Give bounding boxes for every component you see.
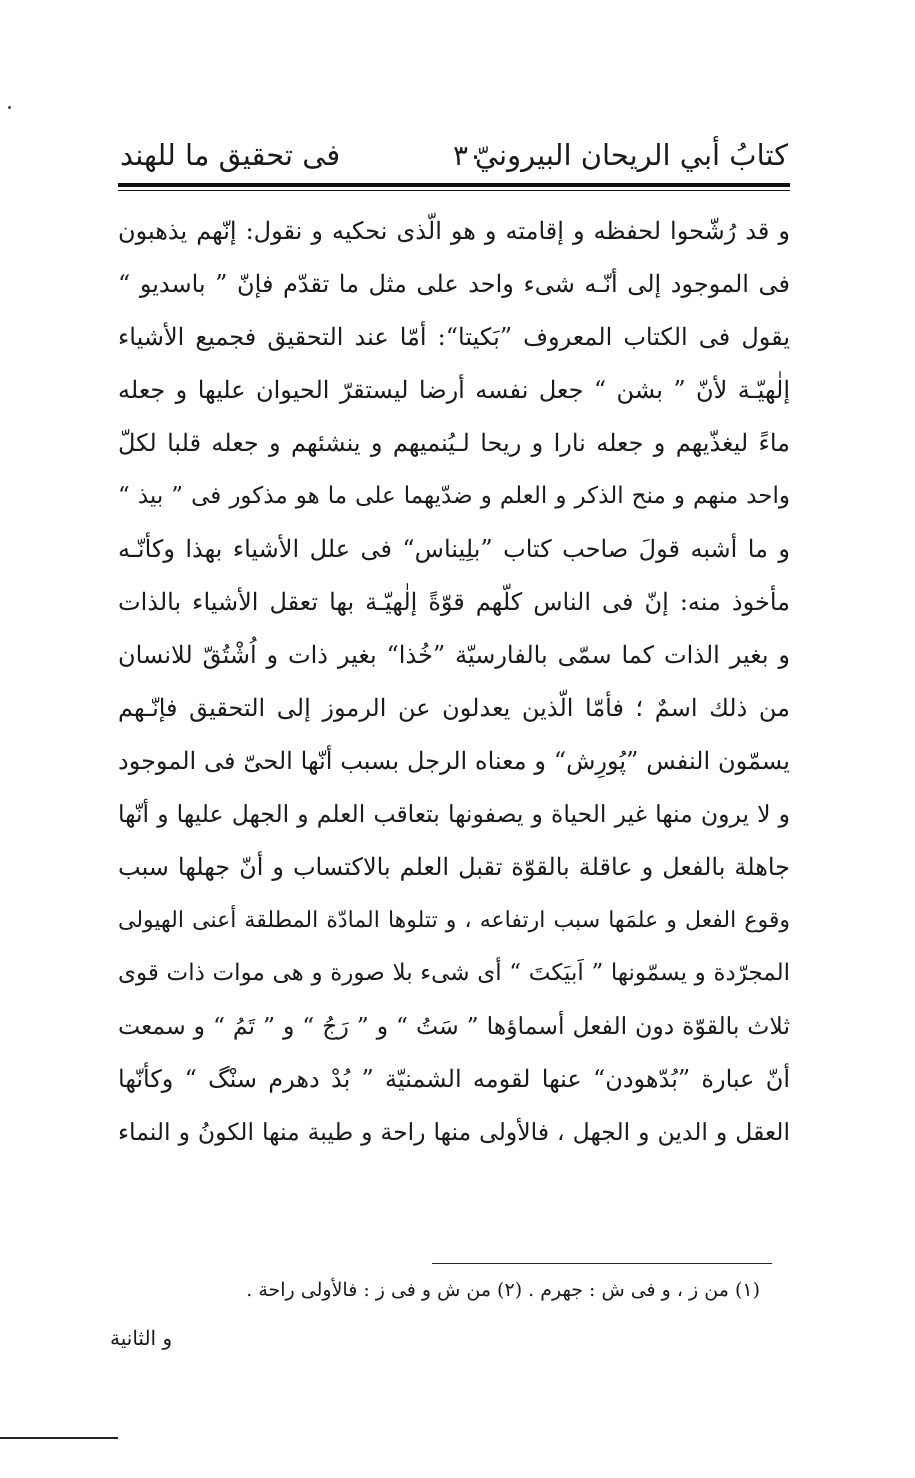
text-line: واحد منهم و منح الذكر و العلم و ضدّيهما على ما هو مذكور فى ” بيذ “ xyxy=(118,483,790,509)
scan-speck xyxy=(8,106,11,109)
footnote: (١) من ز ، و فى ش : جهرم . (٢) من ش و فى ز : فالأولى راحة . xyxy=(246,1279,760,1301)
header-rule-thick xyxy=(118,183,790,187)
text-line: فى الموجود إلى أنّـه شىء واحد على مثل ما تقدّم فإنّ ” باسديو “ xyxy=(118,270,790,298)
text-line: من ذلك اسمٌ ؛ فأمّا الّذين يعدلون عن الرموز إلى التحقيق فإنّـهم xyxy=(118,694,790,722)
text-line: إلٰهيّـة لأنّ ” بشن “ جعل نفسه أرضا ليستقرّ الحيوان عليها و جعله xyxy=(118,376,790,404)
text-line: وقوع الفعل و علمَها سبب ارتفاعه ، و تتلوها المادّة المطلقة أعنى الهيولى xyxy=(118,908,790,933)
text-line: جاهلة بالفعل و عاقلة بالقوّة تقبل العلم بالاكتساب و أنّ جهلها سبب xyxy=(118,853,790,881)
text-line: و ما أشبه قولَ صاحب كتاب ”بلِيناس“ فى علل الأشياء بهذا وكأنّـه xyxy=(118,535,790,563)
catchword: و الثانية xyxy=(110,1326,173,1350)
text-line: يسمّون النفس ”پُورِش“ و معناه الرجل بسبب أنّها الحىّ فى الموجود xyxy=(118,747,790,775)
book-title: كتابُ أبي الريحان البيرونيّ xyxy=(474,138,788,172)
text-line: ثلاث بالقوّة دون الفعل أسماؤها ” سَتُ “ و ” رَجُ “ و ” تَمُ “ و سمعت xyxy=(118,1012,790,1040)
text-line: ماءً ليغذّيهم و جعله نارا و ريحا لـيُنميهم و ينشئهم و جعله قلبا لكلّ xyxy=(118,429,790,457)
scan-edge xyxy=(0,1437,118,1439)
header-rule-thin xyxy=(118,190,790,191)
main-text xyxy=(118,205,790,1159)
text-line: مأخوذ منه: إنّ فى الناس كلّهم قوّةً إلٰهيّـة بها تعقل الأشياء بالذات xyxy=(118,588,790,616)
page-header xyxy=(120,130,788,180)
page-number: ٣٠ xyxy=(452,138,484,172)
text-line: و لا يرون منها غير الحياة و يصفونها بتعاقب العلم و الجهل عليها و أنّها xyxy=(118,800,790,828)
text-line: و بغير الذات كما سمّى بالفارسيّة ”خُذا“ بغير ذات و اُشْتُقّ للانسان xyxy=(118,641,790,669)
running-title: فى تحقيق ما للهند xyxy=(120,138,341,172)
text-line: المجرّدة و يسمّونها ” اَبيَكتَ “ أى شىء بلا صورة و هى موات ذات قوى xyxy=(118,960,790,986)
text-line: أنّ عبارة ”بُدّهودن“ عنها لقومه الشمنيّة ” بُدْ دهرم سنْگ “ وكأنّها xyxy=(118,1065,790,1093)
text-line: و قد رُشّحوا لحفظه و إقامته و هو الّذى نحكيه و نقول: إنّهم يذهبون xyxy=(118,217,790,245)
footnote-rule xyxy=(432,1263,772,1264)
text-line: يقول فى الكتاب المعروف ”بَكيتا“: أمّا عند التحقيق فجميع الأشياء xyxy=(118,323,790,351)
text-line: العقل و الدين و الجهل ، فالأولى منها راحة و طيبة منها الكونُ و النماء xyxy=(118,1118,790,1146)
